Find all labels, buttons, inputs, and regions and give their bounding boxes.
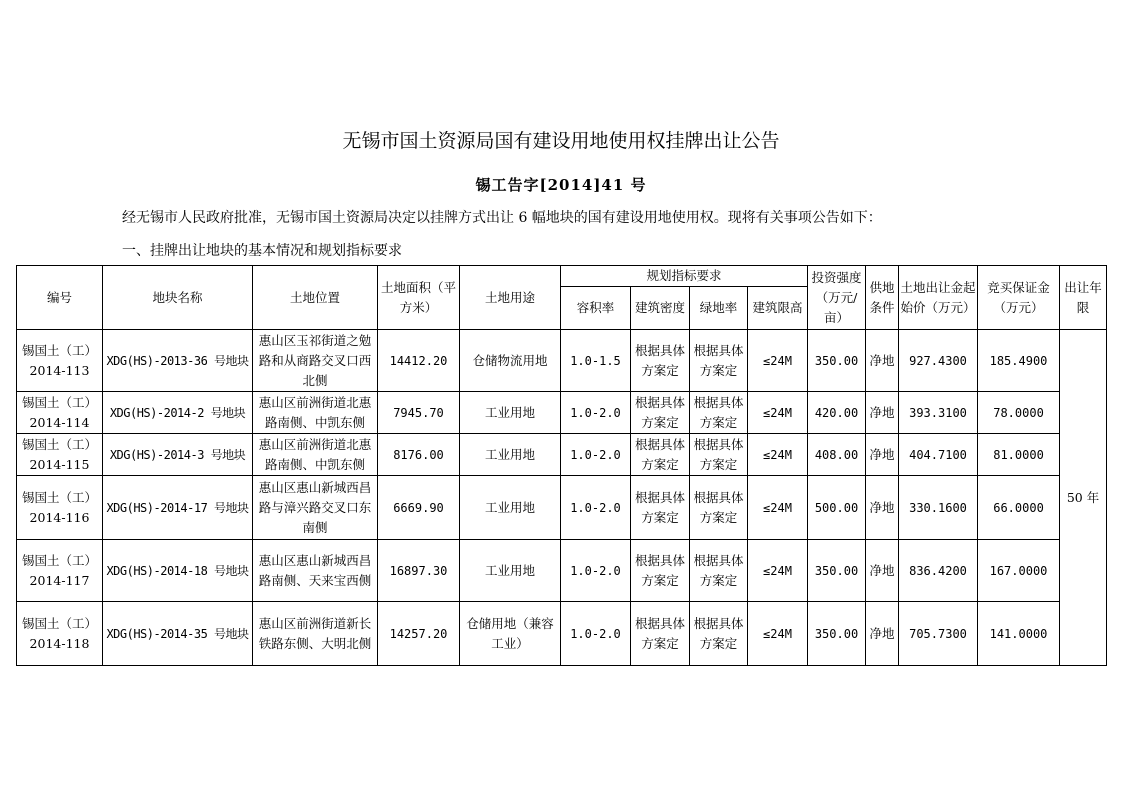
cell-start-price: 836.4200	[899, 540, 978, 602]
cell-density: 根据具体方案定	[631, 434, 690, 476]
cell-location: 惠山区前洲街道新长铁路东侧、大明北侧	[253, 602, 378, 666]
cell-height: ≤24M	[748, 602, 808, 666]
cell-start-price: 404.7100	[899, 434, 978, 476]
header-deposit: 竞买保证金（万元）	[978, 266, 1060, 330]
cell-number: 锡国土（工）2014-115	[17, 434, 103, 476]
table-row	[17, 392, 1107, 434]
cell-deposit: 185.4900	[978, 330, 1060, 392]
cell-far: 1.0-2.0	[561, 540, 631, 602]
cell-supply: 净地	[866, 476, 899, 540]
cell-far: 1.0-2.0	[561, 602, 631, 666]
cell-height: ≤24M	[748, 330, 808, 392]
header-start-price: 土地出让金起始价（万元）	[899, 266, 978, 330]
cell-use: 工业用地	[460, 476, 561, 540]
cell-deposit: 81.0000	[978, 434, 1060, 476]
header-location: 土地位置	[253, 266, 378, 330]
cell-supply: 净地	[866, 540, 899, 602]
land-parcel-table	[16, 265, 1107, 666]
cell-green: 根据具体方案定	[690, 434, 748, 476]
table-row	[17, 602, 1107, 666]
cell-supply: 净地	[866, 434, 899, 476]
cell-green: 根据具体方案定	[690, 392, 748, 434]
cell-parcel-name: XDG(HS)-2014-35 号地块	[103, 602, 253, 666]
cell-location: 惠山区玉祁街道之勉路和从商路交叉口西北侧	[253, 330, 378, 392]
cell-number: 锡国土（工）2014-117	[17, 540, 103, 602]
header-investment: 投资强度（万元/亩）	[808, 266, 866, 330]
cell-area: 8176.00	[378, 434, 460, 476]
cell-investment: 350.00	[808, 602, 866, 666]
table-row	[17, 476, 1107, 540]
section-heading: 一、挂牌出让地块的基本情况和规划指标要求	[122, 243, 402, 259]
cell-location: 惠山区前洲街道北惠路南侧、中凯东侧	[253, 392, 378, 434]
cell-height: ≤24M	[748, 540, 808, 602]
cell-location: 惠山区惠山新城西昌路南侧、天来宝西侧	[253, 540, 378, 602]
page-title: 无锡市国土资源局国有建设用地使用权挂牌出让公告	[342, 130, 780, 152]
cell-supply: 净地	[866, 330, 899, 392]
cell-use: 工业用地	[460, 392, 561, 434]
cell-investment: 420.00	[808, 392, 866, 434]
cell-investment: 350.00	[808, 540, 866, 602]
cell-density: 根据具体方案定	[631, 602, 690, 666]
cell-supply: 净地	[866, 602, 899, 666]
cell-height: ≤24M	[748, 434, 808, 476]
cell-area: 16897.30	[378, 540, 460, 602]
cell-parcel-name: XDG(HS)-2014-2 号地块	[103, 392, 253, 434]
document-number: 锡工告字[2014]41 号	[475, 176, 647, 194]
cell-investment: 500.00	[808, 476, 866, 540]
cell-deposit: 66.0000	[978, 476, 1060, 540]
cell-location: 惠山区惠山新城西昌路与漳兴路交叉口东南侧	[253, 476, 378, 540]
cell-area: 6669.90	[378, 476, 460, 540]
cell-green: 根据具体方案定	[690, 330, 748, 392]
cell-green: 根据具体方案定	[690, 540, 748, 602]
cell-start-price: 393.3100	[899, 392, 978, 434]
cell-term: 50 年	[1060, 330, 1107, 666]
header-green: 绿地率	[690, 287, 748, 330]
cell-deposit: 78.0000	[978, 392, 1060, 434]
cell-green: 根据具体方案定	[690, 476, 748, 540]
header-use: 土地用途	[460, 266, 561, 330]
cell-use: 工业用地	[460, 434, 561, 476]
cell-density: 根据具体方案定	[631, 392, 690, 434]
cell-deposit: 141.0000	[978, 602, 1060, 666]
table-row	[17, 330, 1107, 392]
cell-parcel-name: XDG(HS)-2014-3 号地块	[103, 434, 253, 476]
cell-start-price: 927.4300	[899, 330, 978, 392]
cell-parcel-name: XDG(HS)-2014-17 号地块	[103, 476, 253, 540]
cell-number: 锡国土（工）2014-114	[17, 392, 103, 434]
header-area: 土地面积（平方米）	[378, 266, 460, 330]
cell-far: 1.0-2.0	[561, 392, 631, 434]
cell-deposit: 167.0000	[978, 540, 1060, 602]
header-number: 编号	[17, 266, 103, 330]
header-term: 出让年限	[1060, 266, 1107, 330]
cell-parcel-name: XDG(HS)-2014-18 号地块	[103, 540, 253, 602]
cell-investment: 350.00	[808, 330, 866, 392]
cell-start-price: 705.7300	[899, 602, 978, 666]
cell-use: 工业用地	[460, 540, 561, 602]
cell-green: 根据具体方案定	[690, 602, 748, 666]
header-height: 建筑限高	[748, 287, 808, 330]
cell-supply: 净地	[866, 392, 899, 434]
cell-use: 仓储物流用地	[460, 330, 561, 392]
header-planning: 规划指标要求	[561, 266, 808, 287]
cell-area: 14257.20	[378, 602, 460, 666]
cell-number: 锡国土（工）2014-113	[17, 330, 103, 392]
cell-number: 锡国土（工）2014-118	[17, 602, 103, 666]
cell-start-price: 330.1600	[899, 476, 978, 540]
cell-parcel-name: XDG(HS)-2013-36 号地块	[103, 330, 253, 392]
cell-density: 根据具体方案定	[631, 476, 690, 540]
cell-area: 7945.70	[378, 392, 460, 434]
cell-investment: 408.00	[808, 434, 866, 476]
table-row	[17, 434, 1107, 476]
cell-height: ≤24M	[748, 392, 808, 434]
cell-density: 根据具体方案定	[631, 330, 690, 392]
cell-far: 1.0-2.0	[561, 434, 631, 476]
header-density: 建筑密度	[631, 287, 690, 330]
cell-height: ≤24M	[748, 476, 808, 540]
cell-location: 惠山区前洲街道北惠路南侧、中凯东侧	[253, 434, 378, 476]
cell-density: 根据具体方案定	[631, 540, 690, 602]
cell-far: 1.0-2.0	[561, 476, 631, 540]
cell-number: 锡国土（工）2014-116	[17, 476, 103, 540]
header-far: 容积率	[561, 287, 631, 330]
header-supply: 供地条件	[866, 266, 899, 330]
intro-paragraph: 经无锡市人民政府批准，无锡市国土资源局决定以挂牌方式出让 6 幅地块的国有建设用地使用权。现将有关事项公告如下：	[122, 210, 882, 226]
table-row	[17, 540, 1107, 602]
cell-use: 仓储用地（兼容工业）	[460, 602, 561, 666]
cell-area: 14412.20	[378, 330, 460, 392]
cell-far: 1.0-1.5	[561, 330, 631, 392]
header-parcel-name: 地块名称	[103, 266, 253, 330]
